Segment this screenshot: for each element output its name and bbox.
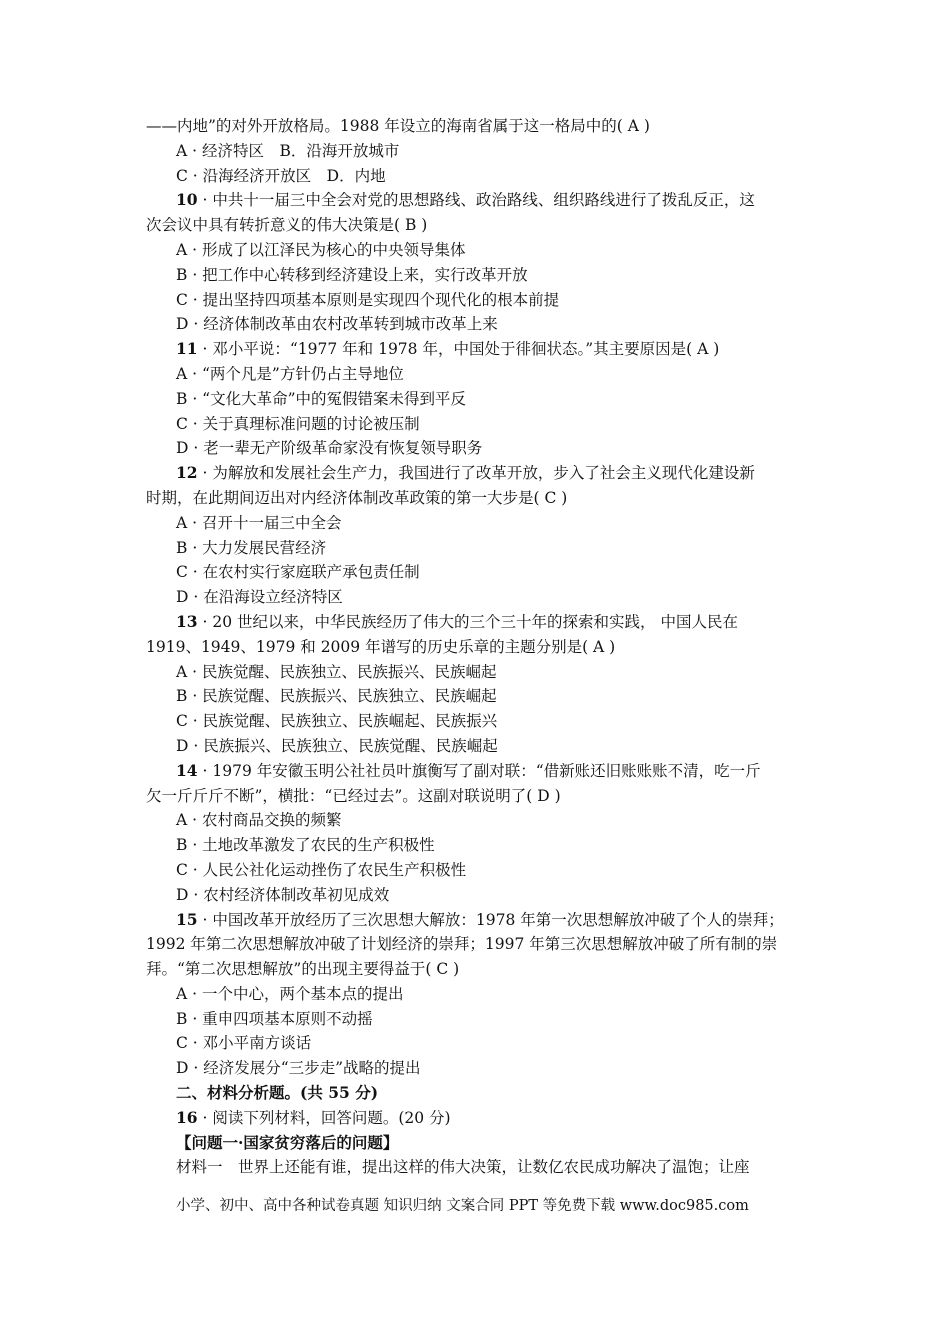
text-line [146, 114, 811, 139]
line-text: D · 民族振兴、民族独立、民族觉醒、民族崛起 [176, 736, 498, 755]
line-text: A · 农村商品交换的频繁 [176, 811, 342, 830]
line-text: C · 在农村实行家庭联产承包责任制 [176, 563, 420, 582]
text-line [146, 213, 811, 238]
document-body [146, 114, 811, 1180]
text-line [146, 288, 811, 313]
question-number: 12 [176, 463, 198, 483]
text-line [146, 585, 811, 610]
line-text: C · 邓小平南方谈话 [176, 1034, 312, 1053]
line-text: B · 民族觉醒、民族振兴、民族独立、民族崛起 [176, 687, 497, 706]
line-text: D · 农村经济体制改革初见成效 [176, 885, 390, 904]
line-text: · 中共十一届三中全会对党的思想路线、政治路线、组织路线进行了拨乱反正，这 [197, 191, 755, 210]
question-number: 10 [176, 190, 198, 210]
footer-text: 小学、初中、高中各种试卷真题 知识归纳 文案合同 PPT 等免费下载 www.doc985.com [176, 1198, 749, 1214]
question-line [146, 461, 811, 486]
text-line [146, 511, 811, 536]
section-heading [146, 1081, 811, 1106]
line-text: B · 土地改革激发了农民的生产积极性 [176, 836, 435, 855]
text-line [146, 436, 811, 461]
line-text: D · 经济体制改革由农村改革转到城市改革上来 [176, 315, 498, 334]
text-line [146, 684, 811, 709]
line-text: B · “文化大革命”中的冤假错案未得到平反 [176, 389, 467, 408]
text-line [146, 560, 811, 585]
line-text: D · 老一辈无产阶级革命家没有恢复领导职务 [176, 439, 483, 458]
text-line [146, 1155, 811, 1180]
line-text: 1919、1949、1979 和 2009 年谱写的历史乐章的主题分别是( A ) [146, 637, 616, 656]
text-line [146, 784, 811, 809]
question-number: 16 [176, 1107, 198, 1127]
line-text: · 中国改革开放经历了三次思想大解放：1978 年第一次思想解放冲破了个人的崇拜； [197, 910, 784, 929]
line-text: 二、材料分析题。(共 55 分) [176, 1083, 379, 1103]
line-text: B · 大力发展民营经济 [176, 538, 327, 557]
line-text: C · 沿海经济开放区 D．内地 [176, 166, 386, 185]
line-text: C · 民族觉醒、民族独立、民族崛起、民族振兴 [176, 712, 498, 731]
line-text: 次会议中具有转折意义的伟大决策是( B ) [146, 216, 428, 235]
text-line [146, 536, 811, 561]
text-line [146, 412, 811, 437]
line-text: B · 重申四项基本原则不动摇 [176, 1009, 373, 1028]
text-line [146, 312, 811, 337]
line-text: C · 人民公社化运动挫伤了农民生产积极性 [176, 860, 467, 879]
line-text: A · 形成了以江泽民为核心的中央领导集体 [176, 240, 466, 259]
text-line [146, 1031, 811, 1056]
text-line [146, 883, 811, 908]
section-heading [146, 1131, 811, 1156]
line-text: · 阅读下列材料，回答问题。(20 分) [197, 1108, 451, 1127]
line-text: · 20 世纪以来，中华民族经历了伟大的三个三十年的探索和实践， 中国人民在 [197, 612, 738, 631]
line-text: A · 经济特区 B．沿海开放城市 [176, 141, 400, 160]
text-line [146, 957, 811, 982]
line-text: A · “两个凡是”方针仍占主导地位 [176, 364, 404, 383]
question-line [146, 610, 811, 635]
question-line [146, 188, 811, 213]
text-line [146, 139, 811, 164]
text-line [146, 1056, 811, 1081]
text-line [146, 635, 811, 660]
line-text: 材料一 世界上还能有谁，提出这样的伟大决策，让数亿农民成功解决了温饱；让座 [176, 1158, 750, 1177]
line-text: 1992 年第二次思想解放冲破了计划经济的崇拜；1997 年第三次思想解放冲破了所有制的崇 [146, 935, 778, 954]
line-text: A · 召开十一届三中全会 [176, 513, 342, 532]
text-line [146, 858, 811, 883]
line-text: ——内地”的对外开放格局。1988 年设立的海南省属于这一格局中的( A ) [146, 117, 650, 135]
text-line [146, 387, 811, 412]
line-text: 拜。“第二次思想解放”的出现主要得益于( C ) [146, 960, 460, 979]
line-text: · 为解放和发展社会生产力，我国进行了改革开放，步入了社会主义现代化建设新 [197, 464, 755, 483]
text-line [146, 660, 811, 685]
question-line [146, 337, 811, 362]
line-text: C · 关于真理标准问题的讨论被压制 [176, 414, 420, 433]
question-number: 15 [176, 909, 198, 929]
text-line [146, 932, 811, 957]
text-line [146, 982, 811, 1007]
line-text: A · 一个中心，两个基本点的提出 [176, 984, 404, 1003]
line-text: · 1979 年安徽玉明公社社员叶旗衡写了副对联：“借新账还旧账账账不清，吃一斤 [197, 761, 761, 780]
text-line [146, 1007, 811, 1032]
question-line [146, 908, 811, 933]
question-line [146, 759, 811, 784]
line-text: 时期，在此期间迈出对内经济体制改革政策的第一大步是( C ) [146, 488, 568, 507]
line-text: B · 把工作中心转移到经济建设上来，实行改革开放 [176, 265, 528, 284]
text-line [146, 486, 811, 511]
line-text: C · 提出坚持四项基本原则是实现四个现代化的根本前提 [176, 290, 560, 309]
text-line [146, 263, 811, 288]
text-line [146, 734, 811, 759]
line-text: 欠一斤斤斤不断”，横批：“已经过去”。这副对联说明了( D ) [146, 786, 561, 805]
line-text: A · 民族觉醒、民族独立、民族振兴、民族崛起 [176, 662, 497, 681]
question-number: 14 [176, 760, 198, 780]
question-line [146, 1106, 811, 1131]
text-line [146, 808, 811, 833]
text-line [146, 238, 811, 263]
text-line [146, 833, 811, 858]
line-text: · 邓小平说：“1977 年和 1978 年，中国处于徘徊状态。”其主要原因是( A ) [197, 340, 720, 359]
text-line [146, 709, 811, 734]
text-line [146, 164, 811, 189]
text-line [146, 362, 811, 387]
question-number: 11 [176, 339, 198, 359]
question-number: 13 [176, 611, 198, 631]
line-text: D · 经济发展分“三步走”战略的提出 [176, 1059, 421, 1078]
line-text: 【问题一·国家贫穷落后的问题】 [176, 1132, 399, 1152]
line-text: D · 在沿海设立经济特区 [176, 588, 343, 607]
